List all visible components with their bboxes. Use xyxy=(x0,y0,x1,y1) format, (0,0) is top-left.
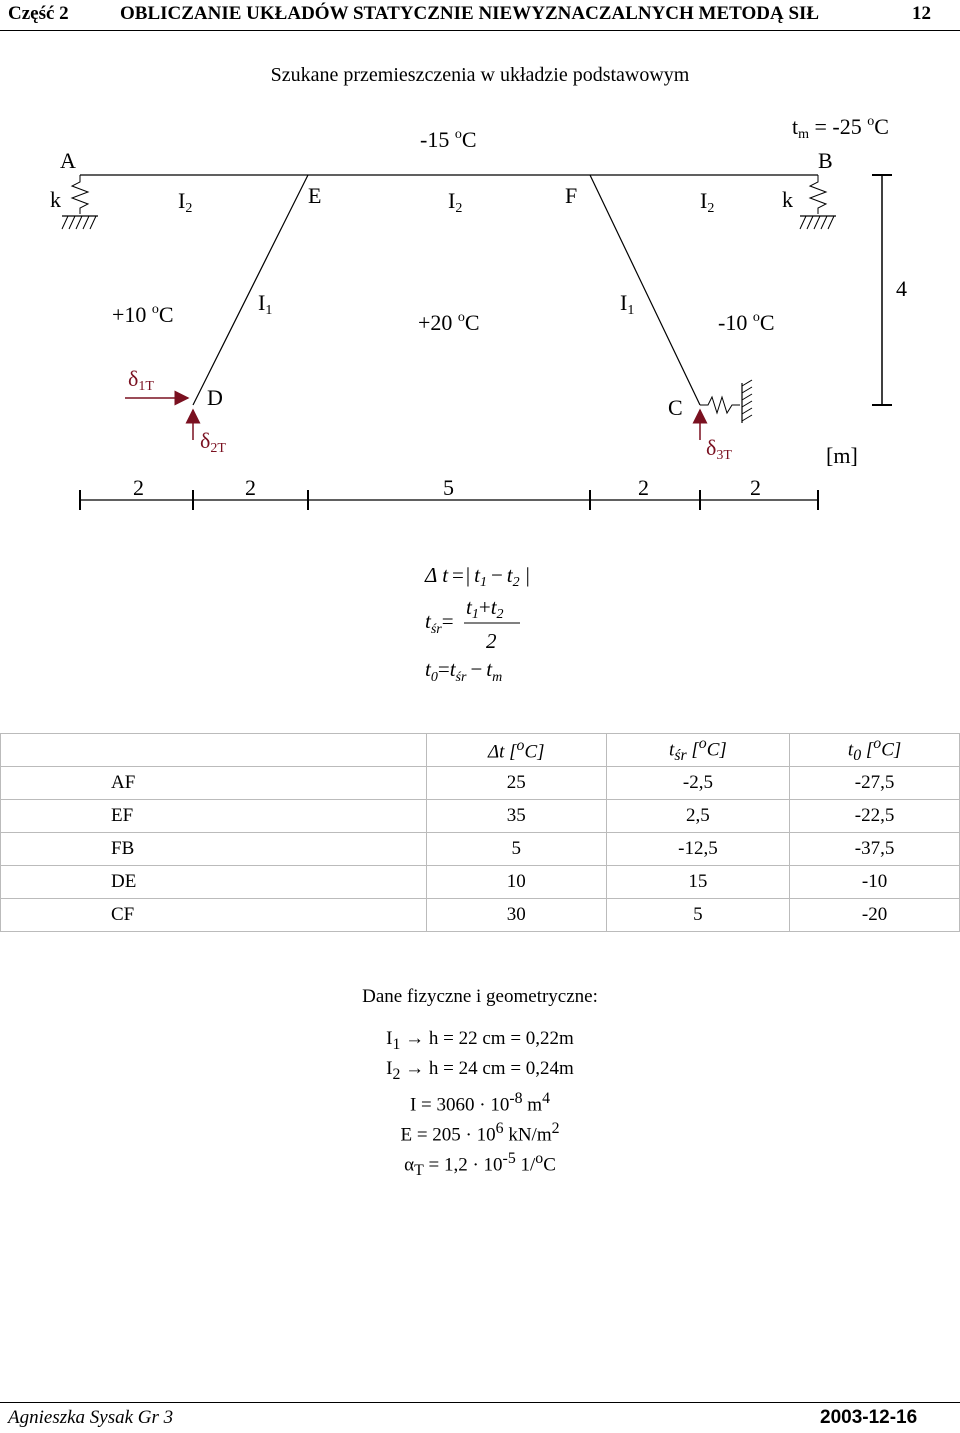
diagram-title: Szukane przemieszczenia w układzie podstawowym xyxy=(270,64,690,86)
physical-line: $E = 205 \cdot 10^6$ $kN/m^2$ xyxy=(400,1119,560,1146)
temp-left: +10 $^o$C xyxy=(112,302,174,327)
footer-date: 2003-12-16 xyxy=(820,1407,918,1428)
spring-right-label: k xyxy=(782,187,793,212)
span-value: 5 xyxy=(443,475,454,500)
page-footer xyxy=(0,1402,960,1433)
spring-support-right xyxy=(800,175,836,229)
spring-support-c xyxy=(700,380,752,423)
spring-left-label: k xyxy=(50,187,61,212)
node-f-label: F xyxy=(565,183,578,208)
physical-heading: Dane fizyczne i geometryczne: xyxy=(362,986,598,1007)
node-e-label: E xyxy=(308,183,322,208)
footer-author: Agnieszka Sysak Gr 3 xyxy=(8,1407,174,1428)
table-row: CF 30 5 -20 xyxy=(1,899,960,932)
table-header-cell: $t_0$ [$^o$C] xyxy=(790,734,960,767)
table-header-row xyxy=(1,734,960,767)
node-b-label: B xyxy=(818,148,833,173)
table-header-cell: Δt [$^o$C] xyxy=(426,734,606,767)
delta-1t-label: δ1T xyxy=(128,366,154,394)
member-de xyxy=(193,175,308,405)
table-row: EF 35 2,5 -22,5 xyxy=(1,800,960,833)
span-value: 2 xyxy=(750,475,761,500)
stiffness-label: I2 xyxy=(700,188,715,216)
svg-text:2: 2 xyxy=(486,629,497,653)
physical-data xyxy=(0,985,960,1183)
temp-top: -15 $^o$C xyxy=(420,127,477,152)
delta-3t-label: δ3T xyxy=(706,435,732,463)
node-a-label: A xyxy=(60,148,76,173)
temp-right: -10 $^o$C xyxy=(718,310,775,335)
table-header-cell xyxy=(1,734,427,767)
svg-text:t1+t2: t1+t2 xyxy=(466,595,504,622)
span-value: 2 xyxy=(638,475,649,500)
node-d-label: D xyxy=(207,385,223,410)
physical-line: $I = 3060 \cdot 10^{-8}$ $m^4$ xyxy=(409,1089,550,1115)
svg-text:tśr=: $t_{śr}=$ xyxy=(425,609,454,637)
physical-line: $I_1 \to h = 22$ cm = 0,22m xyxy=(386,1028,574,1053)
delta-2t-label: δ2T xyxy=(200,428,226,456)
structure-diagram xyxy=(0,0,960,700)
spring-support-left xyxy=(62,175,98,229)
span-value: 2 xyxy=(133,475,144,500)
temperature-formulas xyxy=(424,563,530,685)
physical-line: $I_2 \to h = 24$ cm = 0,24m xyxy=(386,1057,574,1083)
span-value: 2 xyxy=(245,475,256,500)
table-row: DE 10 15 -10 xyxy=(1,866,960,899)
physical-line: $\alpha_T = 1,2 \cdot 10^{-5}$ 1/$^o$C xyxy=(404,1150,556,1180)
stiffness-label: I1 xyxy=(620,290,635,318)
node-c-label: C xyxy=(668,395,683,420)
table-header-cell: $t_{śr}$ [$^o$C] xyxy=(606,734,790,767)
table-row: AF 25 -2,5 -27,5 xyxy=(1,767,960,800)
temp-mean: tm = -25 $^o$C xyxy=(792,114,889,142)
temp-mid: +20 $^o$C xyxy=(418,310,480,335)
temperature-table xyxy=(0,733,960,932)
table-row: FB 5 -12,5 -37,5 xyxy=(1,833,960,866)
header-part: Część 2 xyxy=(8,3,69,24)
svg-text:t0=tśr−tm: $t_0=t_{śr} - t_m$ xyxy=(425,657,503,685)
stiffness-label: I2 xyxy=(178,188,193,216)
member-fc xyxy=(590,175,700,405)
stiffness-label: I2 xyxy=(448,188,463,216)
header-page-number: 12 xyxy=(912,3,931,24)
height-value: 4 xyxy=(896,276,907,301)
stiffness-label: I1 xyxy=(258,290,273,318)
height-dimension xyxy=(872,175,892,405)
svg-text:Δ t=|t1−t2|: Δ t =| t1 − t2 | xyxy=(425,563,530,590)
header-chapter-title: OBLICZANIE UKŁADÓW STATYCZNIE NIEWYZNACZALNYCH METODĄ SIŁ xyxy=(120,3,820,24)
unit-label: [m] xyxy=(826,443,858,468)
